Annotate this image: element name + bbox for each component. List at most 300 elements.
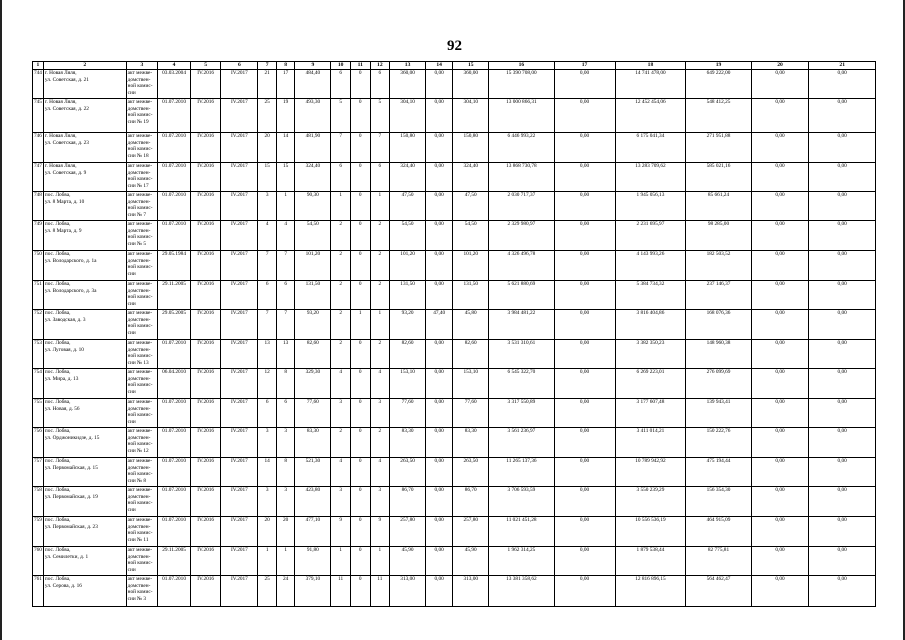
value-cell-c15: 86,70 [453,487,489,517]
planned-start-cell: IV.2016 [190,517,220,547]
value-cell-c7: 21 [258,70,277,99]
value-cell-c7: 6 [258,281,277,310]
document-cell: акт межве- домствен- ной комис- сии [126,547,158,576]
planned-end-cell: IV.2017 [221,458,258,487]
document-cell: акт межве- домствен- ной комис- сии № 12 [126,428,158,458]
value-cell-c11: 0 [350,99,370,133]
value-cell-c17: 0,00 [554,576,615,607]
address-cell: пос. Лобва, ул. 8 Марта, д. 9 [43,221,126,251]
value-cell-c18: 4 143 993,26 [615,251,686,281]
value-cell-c11: 0 [350,70,370,99]
row-number-cell: 756 [33,428,44,458]
value-cell-c12: 7 [370,133,390,163]
row-number-cell: 745 [33,99,44,133]
value-cell-c7: 3 [258,487,277,517]
value-cell-c9: 493,30 [295,99,331,133]
value-cell-c20: 0,00 [751,310,809,340]
value-cell-c15: 324,40 [453,163,489,192]
document-cell: акт межве- домствен- ной комис- сии № 8 [126,458,158,487]
table-row [33,281,876,310]
row-number-cell: 750 [33,251,44,281]
value-cell-c8: 6 [276,399,295,428]
row-number-cell: 753 [33,340,44,369]
document-cell: акт межве- домствен- ной комис- сии [126,251,158,281]
value-cell-c19: 182 503,52 [686,251,751,281]
planned-start-cell: IV.2016 [190,221,220,251]
planned-start-cell: IV.2016 [190,99,220,133]
value-cell-c7: 12 [258,369,277,399]
value-cell-c8: 7 [276,251,295,281]
column-number-17: 17 [554,62,615,70]
value-cell-c14: 0,00 [426,221,453,251]
address-cell: пос. Лобва, ул. Первомайская, д. 15 [43,458,126,487]
value-cell-c14: 0,00 [426,281,453,310]
value-cell-c19: 564 462,47 [686,576,751,607]
value-cell-c18: 2 231 695,97 [615,221,686,251]
planned-start-cell: IV.2016 [190,340,220,369]
value-cell-c20: 0,00 [751,399,809,428]
value-cell-c12: 2 [370,221,390,251]
table-body [33,62,876,607]
value-cell-c11: 0 [350,251,370,281]
value-cell-c12: 2 [370,428,390,458]
header-row [33,62,876,70]
planned-start-cell: IV.2016 [190,163,220,192]
value-cell-c11: 0 [350,487,370,517]
value-cell-c11: 0 [350,517,370,547]
row-number-cell: 746 [33,133,44,163]
value-cell-c12: 2 [370,251,390,281]
table-row [33,576,876,607]
column-number-10: 10 [331,62,351,70]
value-cell-c20: 0,00 [751,487,809,517]
housing-register-table [32,61,876,607]
value-cell-c20: 0,00 [751,576,809,607]
table-row [33,369,876,399]
value-cell-c19: 168 076,36 [686,310,751,340]
planned-end-cell: IV.2017 [221,576,258,607]
value-cell-c21: 0,00 [809,369,876,399]
column-number-6: 6 [221,62,258,70]
recognition-date-cell: 29.05.2005 [158,310,191,340]
value-cell-c21: 0,00 [809,340,876,369]
row-number-cell: 760 [33,547,44,576]
value-cell-c20: 0,00 [751,547,809,576]
value-cell-c13: 257,80 [390,517,426,547]
value-cell-c7: 4 [258,221,277,251]
value-cell-c21: 0,00 [809,399,876,428]
value-cell-c21: 0,00 [809,458,876,487]
value-cell-c9: 82,60 [295,340,331,369]
value-cell-c19: 139 943,41 [686,399,751,428]
value-cell-c8: 13 [276,340,295,369]
value-cell-c21: 0,00 [809,428,876,458]
value-cell-c17: 0,00 [554,517,615,547]
value-cell-c18: 1 879 538,44 [615,547,686,576]
row-number-cell: 755 [33,399,44,428]
value-cell-c17: 0,00 [554,369,615,399]
document-cell: акт межве- домствен- ной комис- сии № 13 [126,340,158,369]
recognition-date-cell: 01.07.2010 [158,458,191,487]
column-number-11: 11 [350,62,370,70]
value-cell-c18: 10 556 536,19 [615,517,686,547]
value-cell-c15: 313,00 [453,576,489,607]
value-cell-c17: 0,00 [554,163,615,192]
value-cell-c12: 2 [370,340,390,369]
table-row [33,251,876,281]
value-cell-c20: 0,00 [751,221,809,251]
value-cell-c20: 0,00 [751,340,809,369]
row-number-cell: 754 [33,369,44,399]
value-cell-c14: 47,40 [426,310,453,340]
value-cell-c7: 20 [258,517,277,547]
value-cell-c10: 6 [331,70,351,99]
planned-end-cell: IV.2017 [221,428,258,458]
value-cell-c11: 0 [350,576,370,607]
value-cell-c18: 3 177 607,48 [615,399,686,428]
value-cell-c16: 13 381 358,62 [489,576,554,607]
value-cell-c8: 8 [276,369,295,399]
row-number-cell: 758 [33,487,44,517]
value-cell-c11: 0 [350,547,370,576]
value-cell-c7: 25 [258,576,277,607]
value-cell-c18: 13 283 709,62 [615,163,686,192]
value-cell-c7: 7 [258,251,277,281]
document-cell: акт межве- домствен- ной комис- сии [126,399,158,428]
value-cell-c8: 24 [276,576,295,607]
value-cell-c13: 45,90 [390,547,426,576]
planned-end-cell: IV.2017 [221,133,258,163]
value-cell-c7: 3 [258,428,277,458]
value-cell-c13: 324,40 [390,163,426,192]
value-cell-c14: 0,00 [426,458,453,487]
table-row [33,70,876,99]
value-cell-c9: 329,30 [295,369,331,399]
value-cell-c20: 0,00 [751,428,809,458]
value-cell-c18: 6 175 041,34 [615,133,686,163]
value-cell-c8: 7 [276,310,295,340]
value-cell-c11: 0 [350,340,370,369]
value-cell-c9: 101,20 [295,251,331,281]
value-cell-c18: 6 269 223,01 [615,369,686,399]
value-cell-c11: 0 [350,281,370,310]
value-cell-c12: 11 [370,576,390,607]
value-cell-c21: 0,00 [809,70,876,99]
row-number-cell: 757 [33,458,44,487]
document-cell: акт межве- домствен- ной комис- сии № 7 [126,192,158,221]
value-cell-c7: 13 [258,340,277,369]
table-row [33,340,876,369]
value-cell-c15: 263,50 [453,458,489,487]
value-cell-c9: 521,30 [295,458,331,487]
value-cell-c10: 3 [331,399,351,428]
value-cell-c10: 2 [331,340,351,369]
address-cell: пос. Лобва, ул. Серова, д. 16 [43,576,126,607]
value-cell-c14: 0,00 [426,487,453,517]
value-cell-c11: 0 [350,192,370,221]
value-cell-c18: 3 382 350,23 [615,340,686,369]
value-cell-c11: 0 [350,458,370,487]
value-cell-c19: 585 021,16 [686,163,751,192]
value-cell-c11: 0 [350,369,370,399]
document-cell: акт межве- домствен- ной комис- сии № 11 [126,517,158,547]
address-cell: г. Новая Ляля, ул. Советская, д. 9 [43,163,126,192]
table-row [33,547,876,576]
value-cell-c17: 0,00 [554,547,615,576]
value-cell-c13: 150,80 [390,133,426,163]
value-cell-c17: 0,00 [554,281,615,310]
value-cell-c9: 324,40 [295,163,331,192]
value-cell-c16: 6 446 993,22 [489,133,554,163]
address-cell: пос. Лобва, ул. Первомайская, д. 19 [43,487,126,517]
value-cell-c21: 0,00 [809,576,876,607]
value-cell-c18: 12 816 896,15 [615,576,686,607]
column-number-12: 12 [370,62,390,70]
recognition-date-cell: 01.07.2010 [158,133,191,163]
column-number-4: 4 [158,62,191,70]
column-number-21: 21 [809,62,876,70]
value-cell-c18: 1 945 056,13 [615,192,686,221]
column-number-3: 3 [126,62,158,70]
value-cell-c16: 3 531 310,61 [489,340,554,369]
column-number-19: 19 [686,62,751,70]
row-number-cell: 752 [33,310,44,340]
value-cell-c21: 0,00 [809,547,876,576]
value-cell-c16: 5 621 880,69 [489,281,554,310]
recognition-date-cell: 01.07.2010 [158,576,191,607]
table-row [33,99,876,133]
value-cell-c17: 0,00 [554,99,615,133]
value-cell-c7: 1 [258,547,277,576]
value-cell-c10: 2 [331,428,351,458]
column-number-8: 8 [276,62,295,70]
table-row [33,163,876,192]
value-cell-c21: 0,00 [809,99,876,133]
value-cell-c7: 3 [258,192,277,221]
value-cell-c7: 6 [258,399,277,428]
value-cell-c19: 276 099,69 [686,369,751,399]
value-cell-c14: 0,00 [426,369,453,399]
value-cell-c9: 77,60 [295,399,331,428]
value-cell-c8: 1 [276,547,295,576]
value-cell-c13: 83,30 [390,428,426,458]
value-cell-c15: 131,50 [453,281,489,310]
column-number-20: 20 [751,62,809,70]
value-cell-c8: 20 [276,517,295,547]
value-cell-c14: 0,00 [426,251,453,281]
value-cell-c8: 19 [276,99,295,133]
planned-start-cell: IV.2016 [190,458,220,487]
planned-start-cell: IV.2016 [190,70,220,99]
value-cell-c9: 83,30 [295,428,331,458]
value-cell-c10: 4 [331,458,351,487]
value-cell-c16: 3 317 550,89 [489,399,554,428]
value-cell-c12: 2 [370,281,390,310]
value-cell-c13: 131,50 [390,281,426,310]
value-cell-c16: 2 030 717,37 [489,192,554,221]
value-cell-c11: 0 [350,221,370,251]
value-cell-c18: 3 411 014,21 [615,428,686,458]
value-cell-c15: 360,00 [453,70,489,99]
value-cell-c10: 4 [331,369,351,399]
value-cell-c14: 0,00 [426,340,453,369]
value-cell-c8: 1 [276,192,295,221]
value-cell-c8: 17 [276,70,295,99]
value-cell-c16: 2 329 980,97 [489,221,554,251]
planned-end-cell: IV.2017 [221,251,258,281]
value-cell-c18: 5 384 734,32 [615,281,686,310]
page-number: 92 [447,38,462,54]
value-cell-c19: 649 222,00 [686,70,751,99]
document-cell: акт межве- домствен- ной комис- сии № 5 [126,221,158,251]
value-cell-c14: 0,00 [426,163,453,192]
column-number-15: 15 [453,62,489,70]
column-number-18: 18 [615,62,686,70]
row-number-cell: 751 [33,281,44,310]
value-cell-c14: 0,00 [426,399,453,428]
value-cell-c12: 1 [370,192,390,221]
planned-end-cell: IV.2017 [221,340,258,369]
value-cell-c21: 0,00 [809,251,876,281]
column-number-13: 13 [390,62,426,70]
value-cell-c16: 3 561 236,97 [489,428,554,458]
recognition-date-cell: 01.07.2010 [158,163,191,192]
value-cell-c21: 0,00 [809,192,876,221]
value-cell-c17: 0,00 [554,310,615,340]
recognition-date-cell: 01.07.2010 [158,428,191,458]
value-cell-c9: 423,80 [295,487,331,517]
column-number-16: 16 [489,62,554,70]
recognition-date-cell: 01.07.2010 [158,399,191,428]
value-cell-c12: 4 [370,458,390,487]
value-cell-c12: 1 [370,547,390,576]
value-cell-c21: 0,00 [809,133,876,163]
value-cell-c10: 9 [331,517,351,547]
value-cell-c15: 82,60 [453,340,489,369]
value-cell-c15: 101,20 [453,251,489,281]
value-cell-c14: 0,00 [426,192,453,221]
value-cell-c19: 148 960,38 [686,340,751,369]
recognition-date-cell: 01.07.2010 [158,99,191,133]
address-cell: пос. Лобва, ул. Семилетки, д. 1 [43,547,126,576]
value-cell-c10: 2 [331,221,351,251]
table-row [33,458,876,487]
value-cell-c7: 14 [258,458,277,487]
table-row [33,399,876,428]
value-cell-c20: 0,00 [751,192,809,221]
column-number-1: 1 [33,62,44,70]
value-cell-c14: 0,00 [426,133,453,163]
value-cell-c13: 93,20 [390,310,426,340]
value-cell-c12: 5 [370,99,390,133]
value-cell-c11: 1 [350,310,370,340]
value-cell-c9: 91,80 [295,547,331,576]
planned-end-cell: IV.2017 [221,369,258,399]
recognition-date-cell: 01.07.2010 [158,221,191,251]
column-number-14: 14 [426,62,453,70]
planned-start-cell: IV.2016 [190,399,220,428]
value-cell-c17: 0,00 [554,70,615,99]
planned-end-cell: IV.2017 [221,487,258,517]
address-cell: пос. Лобва, ул. Орджоникидзе, д. 15 [43,428,126,458]
value-cell-c21: 0,00 [809,310,876,340]
planned-end-cell: IV.2017 [221,310,258,340]
planned-start-cell: IV.2016 [190,133,220,163]
value-cell-c14: 0,00 [426,547,453,576]
value-cell-c7: 20 [258,133,277,163]
value-cell-c17: 0,00 [554,133,615,163]
address-cell: г. Новая Ляля, ул. Советская, д. 21 [43,70,126,99]
planned-start-cell: IV.2016 [190,310,220,340]
value-cell-c20: 0,00 [751,70,809,99]
planned-end-cell: IV.2017 [221,281,258,310]
planned-end-cell: IV.2017 [221,70,258,99]
recognition-date-cell: 01.07.2010 [158,192,191,221]
row-number-cell: 749 [33,221,44,251]
value-cell-c13: 101,20 [390,251,426,281]
document-cell: акт межве- домствен- ной комис- сии [126,369,158,399]
row-number-cell: 761 [33,576,44,607]
value-cell-c19: 464 915,09 [686,517,751,547]
value-cell-c7: 7 [258,310,277,340]
value-cell-c13: 77,60 [390,399,426,428]
planned-end-cell: IV.2017 [221,399,258,428]
value-cell-c7: 25 [258,99,277,133]
column-number-2: 2 [43,62,126,70]
value-cell-c19: 237 146,37 [686,281,751,310]
value-cell-c14: 0,00 [426,428,453,458]
planned-start-cell: IV.2016 [190,547,220,576]
value-cell-c13: 360,00 [390,70,426,99]
value-cell-c21: 0,00 [809,163,876,192]
value-cell-c19: 475 194,44 [686,458,751,487]
planned-end-cell: IV.2017 [221,99,258,133]
value-cell-c12: 9 [370,517,390,547]
row-number-cell: 747 [33,163,44,192]
planned-end-cell: IV.2017 [221,517,258,547]
address-cell: пос. Лобва, ул. Заводская, д. 3 [43,310,126,340]
recognition-date-cell: 06.04.2010 [158,369,191,399]
value-cell-c14: 0,00 [426,517,453,547]
value-cell-c9: 54,50 [295,221,331,251]
column-number-7: 7 [258,62,277,70]
value-cell-c10: 3 [331,487,351,517]
value-cell-c18: 12 452 454,06 [615,99,686,133]
planned-start-cell: IV.2016 [190,369,220,399]
value-cell-c12: 3 [370,487,390,517]
value-cell-c9: 484,40 [295,70,331,99]
value-cell-c16: 4 326 496,78 [489,251,554,281]
value-cell-c16: 11 265 137,36 [489,458,554,487]
value-cell-c11: 0 [350,399,370,428]
value-cell-c16: 3 984 481,22 [489,310,554,340]
value-cell-c16: 13 868 730,78 [489,163,554,192]
address-cell: г. Новая Ляля, ул. Советская, д. 22 [43,99,126,133]
planned-end-cell: IV.2017 [221,221,258,251]
column-number-5: 5 [190,62,220,70]
planned-start-cell: IV.2016 [190,251,220,281]
value-cell-c20: 0,00 [751,251,809,281]
table-row [33,192,876,221]
value-cell-c13: 153,10 [390,369,426,399]
planned-start-cell: IV.2016 [190,428,220,458]
address-cell: пос. Лобва, ул. 8 Марта, д. 10 [43,192,126,221]
document-cell: акт межве- домствен- ной комис- сии № 18 [126,133,158,163]
value-cell-c18: 14 741 478,00 [615,70,686,99]
planned-start-cell: IV.2016 [190,281,220,310]
value-cell-c12: 3 [370,399,390,428]
value-cell-c10: 1 [331,547,351,576]
